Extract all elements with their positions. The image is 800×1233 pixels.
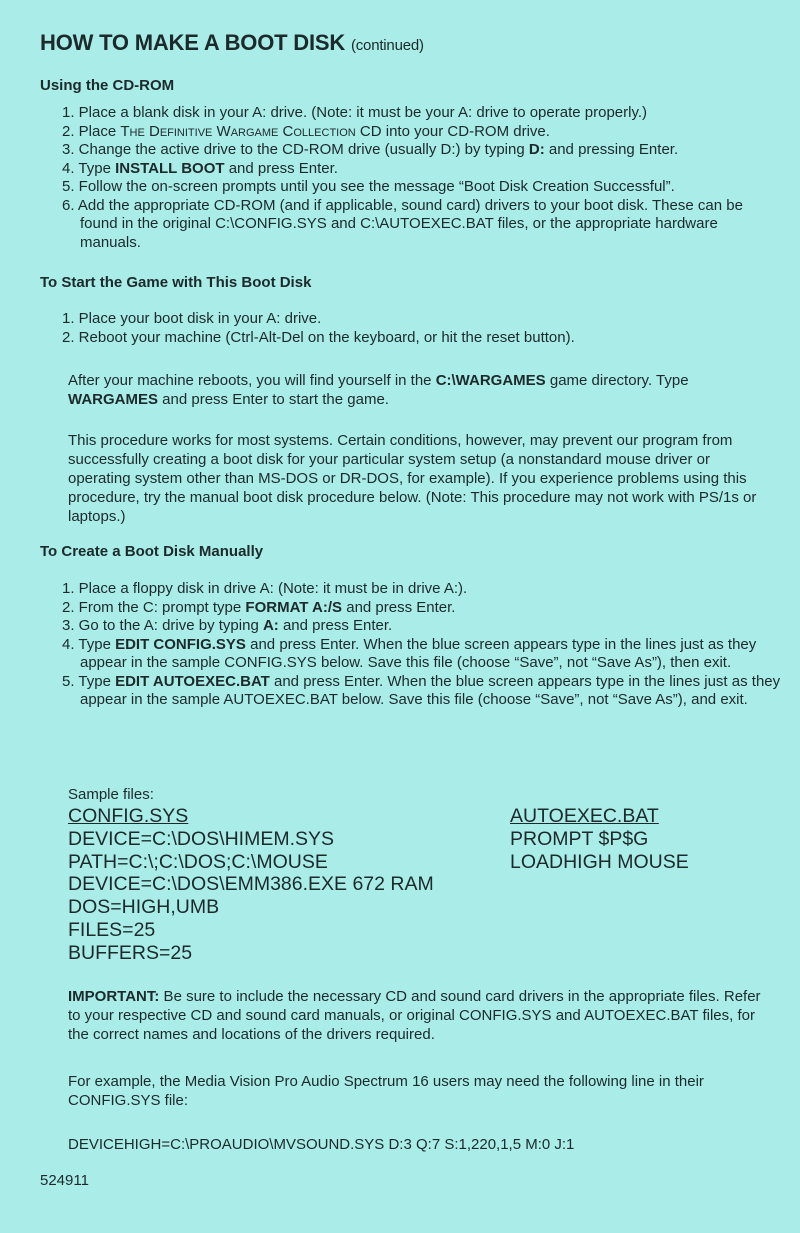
page-number: 524911 — [40, 1172, 89, 1189]
config-line: DOS=HIGH,UMB — [68, 896, 220, 919]
section-heading-manual: To Create a Boot Disk Manually — [40, 543, 264, 560]
manual-step-1: 1. Place a floppy disk in drive A: (Note: it must be in drive A:). — [62, 580, 468, 597]
devicehigh-line: DEVICEHIGH=C:\PROAUDIO\MVSOUND.SYS D:3 Q:7 S:1,220,1,5 M:0 J:1 — [68, 1136, 575, 1153]
autoexec-line: PROMPT $P$G — [510, 827, 649, 850]
important-paragraph: IMPORTANT: Be sure to include the necessary CD and sound card drivers in the appropriate files. Refer to your respective CD and sound card manuals, or original CONFIG.SYS and AUTOEXEC.BAT files, for the correct names and locations of the drivers required. — [68, 988, 761, 1043]
config-line: PATH=C:\;C:\DOS;C:\MOUSE — [68, 850, 328, 873]
autoexec-line: LOADHIGH MOUSE — [510, 850, 689, 873]
manual-step-3: 3. Go to the A: drive by typing A: and press Enter. — [62, 617, 393, 634]
page-title-continued: (continued) — [350, 37, 424, 54]
manual-step-2: 2. From the C: prompt type FORMAT A:/S and press Enter. — [62, 598, 456, 616]
cdrom-step-4: 4. Type INSTALL BOOT and press Enter. — [62, 159, 338, 177]
autoexec-bat-sample — [510, 805, 689, 873]
product-name: The Definitive Wargame Collection — [120, 122, 356, 140]
manual-step-5: 5. Type EDIT AUTOEXEC.BAT and press Enter. When the blue screen appears type in the lines just as they appear in the sample AUTOEXEC.BAT below. Save this file (choose “Save”, not “Save As”), and exit. — [62, 672, 781, 708]
config-line: BUFFERS=25 — [68, 941, 193, 964]
page-title-main: HOW TO MAKE A BOOT DISK — [40, 30, 346, 55]
example-paragraph: For example, the Media Vision Pro Audio Spectrum 16 users may need the following line in their CONFIG.SYS file: — [68, 1073, 704, 1109]
manual-steps — [62, 580, 782, 710]
cdrom-step-1: 1. Place a blank disk in your A: drive. (Note: it must be your A: drive to operate properly.) — [62, 104, 647, 121]
config-sys-title: CONFIG.SYS — [68, 805, 189, 827]
important-label: IMPORTANT: — [68, 988, 160, 1005]
cdrom-steps — [62, 104, 782, 252]
procedure-note-paragraph: This procedure works for most systems. Certain conditions, however, may prevent our program from successfully creating a boot disk for your particular system setup (a nonstandard mouse driver or operating system other than MS-DOS or DR-DOS, for example). If you experience problems using this procedure, try the manual boot disk procedure below. (Note: This procedure may not work with PS/1s or laptops.) — [68, 432, 757, 525]
config-line: DEVICE=C:\DOS\EMM386.EXE 672 RAM — [68, 873, 434, 896]
config-line: FILES=25 — [68, 918, 156, 941]
page-title — [40, 30, 424, 56]
section-heading-start: To Start the Game with This Boot Disk — [40, 274, 312, 291]
cdrom-step-5: 5. Follow the on-screen prompts until you see the message “Boot Disk Creation Successful”. — [62, 178, 675, 195]
start-step-1: 1. Place your boot disk in your A: drive. — [62, 310, 322, 327]
cdrom-step-3: 3. Change the active drive to the CD-ROM drive (usually D:) by typing D: and pressing Enter. — [62, 141, 679, 158]
start-steps — [62, 310, 782, 347]
cdrom-step-2: 2. Place The Definitive Wargame Collection CD into your CD-ROM drive. — [62, 122, 550, 140]
section-heading-cdrom: Using the CD-ROM — [40, 77, 175, 94]
cdrom-step-6: 6. Add the appropriate CD-ROM (and if applicable, sound card) drivers to your boot disk. These can be found in the original C:\CONFIG.SYS and C:\AUTOEXEC.BAT files, or the appropriate hardware manuals. — [62, 196, 743, 251]
config-line: DEVICE=C:\DOS\HIMEM.SYS — [68, 827, 335, 850]
config-sys-sample — [68, 805, 434, 965]
autoexec-bat-title: AUTOEXEC.BAT — [510, 805, 659, 827]
sample-files-label: Sample files: — [68, 786, 154, 803]
start-step-2: 2. Reboot your machine (Ctrl-Alt-Del on the keyboard, or hit the reset button). — [62, 328, 575, 346]
reboot-paragraph: After your machine reboots, you will find yourself in the C:\WARGAMES game directory. Type WARGAMES and press Enter to start the game. — [68, 372, 689, 408]
manual-step-4: 4. Type EDIT CONFIG.SYS and press Enter. When the blue screen appears type in the lines just as they appear in the sample CONFIG.SYS below. Save this file (choose “Save”, not “Save As”), then exit. — [62, 635, 757, 671]
